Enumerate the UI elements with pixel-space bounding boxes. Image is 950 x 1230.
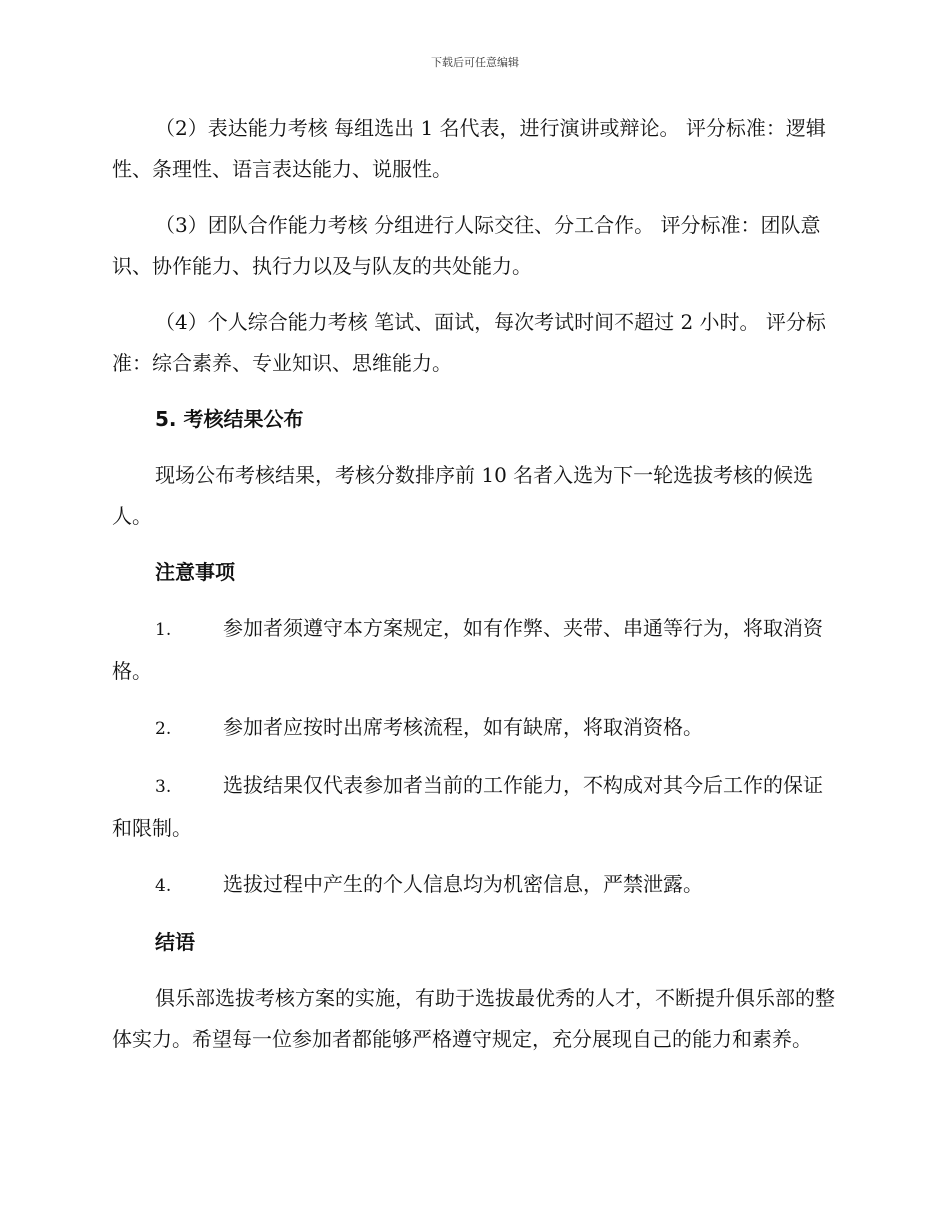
list-item-number: 3.: [155, 777, 172, 797]
list-item: [112, 608, 838, 692]
heading-results: 5. 考核结果公布: [155, 407, 304, 431]
list-item-number: 4.: [155, 876, 172, 896]
paragraph-comprehensive-assessment: （4）个人综合能力考核 笔试、面试，每次考试时间不超过 2 小时。 评分标准：综合素养、专业知识、思维能力。: [112, 310, 826, 375]
list-item-text: 选拔结果仅代表参加者当前的工作能力，不构成对其今后工作的保证和限制。: [112, 773, 823, 840]
page-header: 下载后可任意编辑: [431, 56, 519, 69]
list-item-text: 选拔过程中产生的个人信息均为机密信息，严禁泄露。: [223, 872, 703, 896]
document-body: [112, 108, 838, 1075]
paragraph-results: 现场公布考核结果，考核分数排序前 10 名者入选为下一轮选拔考核的候选人。: [112, 463, 814, 528]
heading-notes: 注意事项: [155, 560, 235, 584]
heading-conclusion: 结语: [155, 930, 195, 954]
list-item-text: 参加者须遵守本方案规定，如有作弊、夹带、串通等行为，将取消资格。: [112, 616, 823, 683]
list-item-text: 参加者应按时出席考核流程，如有缺席，将取消资格。: [223, 715, 703, 739]
list-item-number: 1.: [155, 620, 172, 640]
list-item: [112, 765, 838, 849]
paragraph-expression-assessment: （2）表达能力考核 每组选出 1 名代表，进行演讲或辩论。 评分标准：逻辑性、条理性、语言表达能力、说服性。: [112, 116, 826, 181]
list-item: [112, 707, 838, 750]
list-item-number: 2.: [155, 719, 172, 739]
paragraph-teamwork-assessment: （3）团队合作能力考核 分组进行人际交往、分工合作。 评分标准：团队意识、协作能力、执行力以及与队友的共处能力。: [112, 213, 821, 278]
list-item: [112, 864, 838, 907]
paragraph-conclusion: 俱乐部选拔考核方案的实施，有助于选拔最优秀的人才，不断提升俱乐部的整体实力。希望每一位参加者都能够严格遵守规定，充分展现自己的能力和素养。: [112, 986, 835, 1051]
